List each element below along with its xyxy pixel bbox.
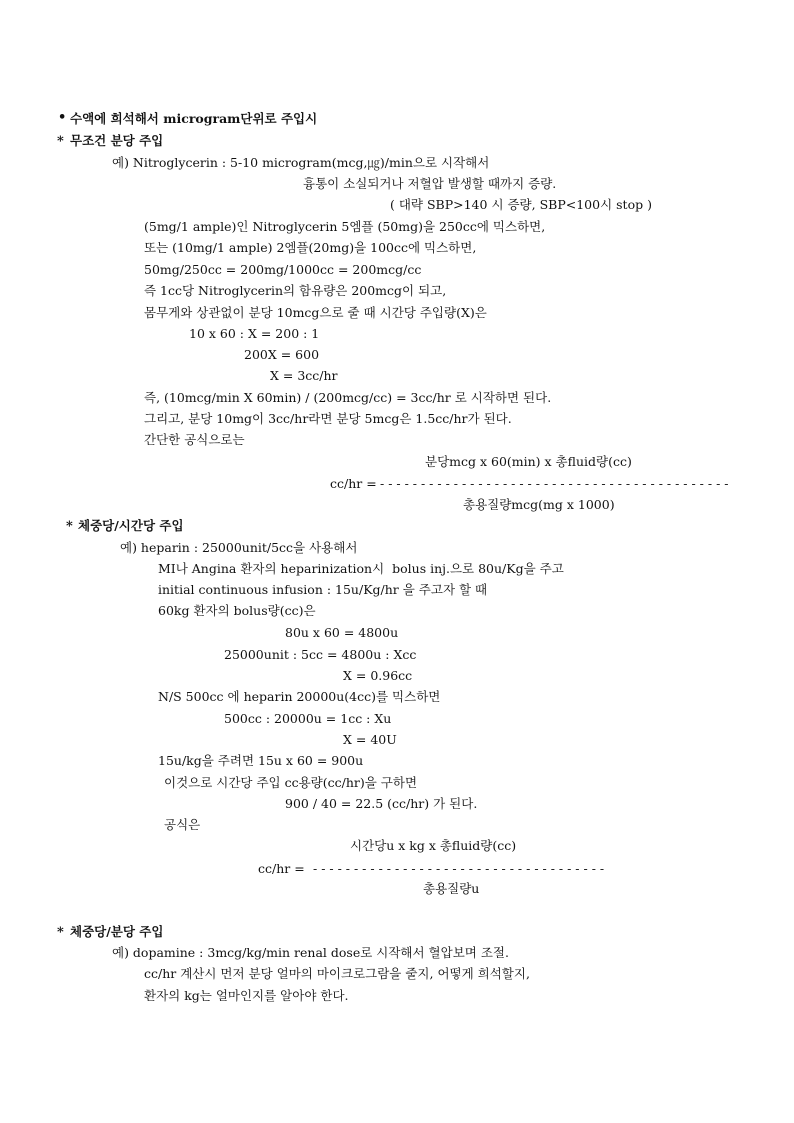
text-line: ( 대략 SBP>140 시 증량, SBP<100시 stop ) — [390, 197, 652, 212]
formula-denominator: 총용질량mcg(mg x 1000) — [463, 497, 615, 512]
equation-line: X = 40U — [343, 732, 397, 747]
text-line: 즉, (10mcg/min X 60min) / (200mcg/cc) = 3cc/hr 로 시작하면 된다. — [144, 390, 552, 405]
formula-lhs: cc/hr = — [258, 861, 309, 876]
text-line: initial continuous infusion : 15u/Kg/hr 을 주고자 할 때 — [158, 582, 488, 597]
text-line: 몸무게와 상관없이 분당 10mcg으로 줄 때 시간당 주입량(X)은 — [144, 305, 487, 320]
formula-numerator: 분당mcg x 60(min) x 총fluid량(cc) — [425, 454, 632, 469]
section-subheading: 체중당/분당 주입 — [70, 924, 164, 939]
text-line: 그리고, 분당 10mg이 3cc/hr라면 분당 5mcg은 1.5cc/hr가 된다. — [144, 411, 512, 426]
text-line: cc/hr 계산시 먼저 분당 얼마의 마이크로그람을 줄지, 어떻게 희석할지, — [144, 966, 530, 981]
bullet-asterisk: * — [57, 925, 64, 940]
section-subheading: 무조건 분당 주입 — [70, 133, 164, 148]
text-line: 예) Nitroglycerin : 5-10 microgram(mcg,㎍)/min으로 시작해서 — [112, 155, 490, 170]
text-line: 또는 (10mg/1 ample) 2엠플(20mg)을 100cc에 믹스하면, — [144, 240, 477, 255]
text-line: 환자의 kg는 얼마인지를 알아야 한다. — [144, 988, 349, 1003]
formula-fraction-line: - - - - - - - - - - - - - - - - - - - - - - - - - - - - - - - - - - - - - - - - - - - — [380, 476, 729, 491]
bullet-dot: • — [58, 110, 67, 125]
text-line: 15u/kg을 주려면 15u x 60 = 900u — [158, 753, 364, 768]
text-line: 예) dopamine : 3mcg/kg/min renal dose로 시작해서 혈압보며 조절. — [112, 945, 509, 960]
text-line: 즉 1cc당 Nitroglycerin의 함유량은 200mcg이 되고, — [144, 283, 447, 298]
text-line: 50mg/250cc = 200mg/1000cc = 200mcg/cc — [144, 262, 422, 277]
bullet-asterisk: * — [66, 519, 73, 534]
text-line: MI나 Angina 환자의 heparinization시 bolus inj.으로 80u/Kg을 주고 — [158, 561, 564, 576]
equation-line: X = 3cc/hr — [270, 368, 338, 383]
section-heading: 수액에 희석해서 microgram단위로 주입시 — [70, 111, 318, 126]
equation-line: 10 x 60 : X = 200 : 1 — [189, 326, 320, 341]
equation-line: 200X = 600 — [244, 347, 320, 362]
text-line: 간단한 공식으로는 — [144, 432, 245, 447]
equation-line: 500cc : 20000u = 1cc : Xu — [224, 711, 392, 726]
text-line: (5mg/1 ample)인 Nitroglycerin 5엠플 (50mg)을 250cc에 믹스하면, — [144, 219, 546, 234]
text-line: 60kg 환자의 bolus량(cc)은 — [158, 603, 316, 618]
section-subheading: 체중당/시간당 주입 — [78, 518, 184, 533]
text-line: 이것으로 시간당 주입 cc용량(cc/hr)을 구하면 — [164, 775, 418, 790]
formula-lhs: cc/hr = — [330, 476, 381, 491]
text-line: N/S 500cc 에 heparin 20000u(4cc)를 믹스하면 — [158, 689, 441, 704]
formula-numerator: 시간당u x kg x 총fluid량(cc) — [350, 838, 517, 853]
text-line: 예) heparin : 25000unit/5cc을 사용해서 — [120, 540, 358, 555]
equation-line: 900 / 40 = 22.5 (cc/hr) 가 된다. — [285, 796, 478, 811]
formula-fraction-line: - - - - - - - - - - - - - - - - - - - - - - - - - - - - - - - - - - - - — [313, 861, 605, 876]
text-line: 흉통이 소실되거나 저혈압 발생할 때까지 증량. — [303, 176, 557, 191]
equation-line: X = 0.96cc — [343, 668, 413, 683]
text-line: 공식은 — [164, 817, 201, 832]
equation-line: 25000unit : 5cc = 4800u : Xcc — [224, 647, 417, 662]
bullet-asterisk: * — [57, 134, 64, 149]
formula-denominator: 총용질량u — [423, 881, 480, 896]
equation-line: 80u x 60 = 4800u — [285, 625, 399, 640]
